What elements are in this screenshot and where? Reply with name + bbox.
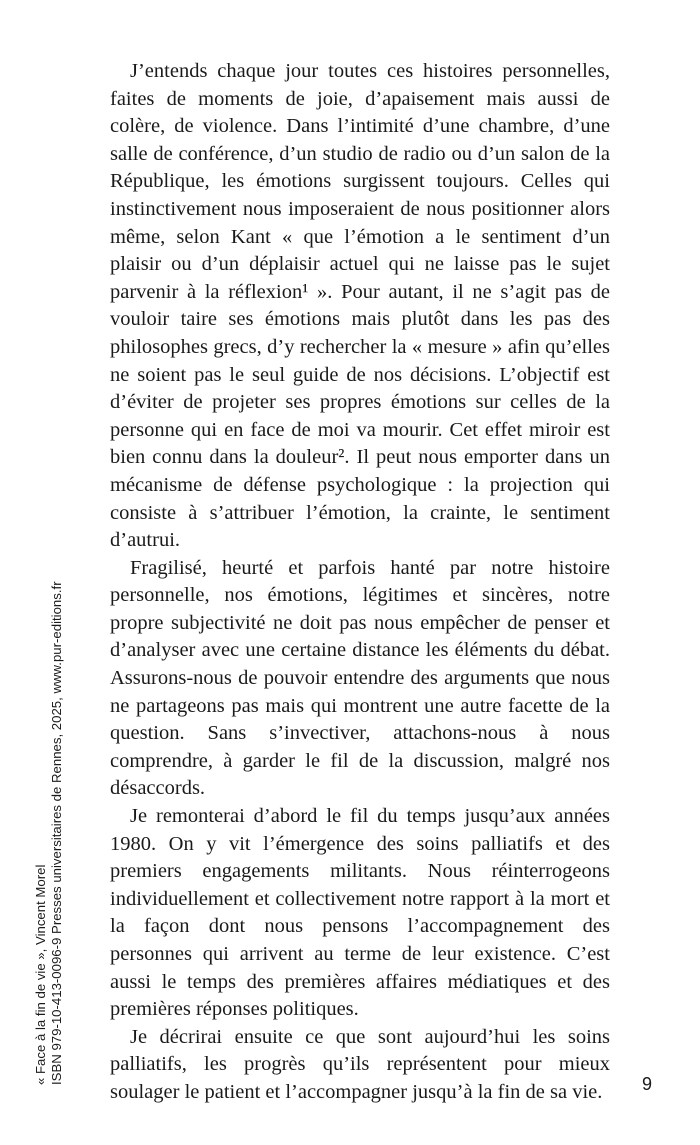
paragraph-4: Je décrirai ensuite ce que sont aujourd’hui les soins palliatifs, les progrès qu’ils représentent pour mieux soulager le patient et l’accompagner jusqu’à la fin de sa vie.	[110, 1025, 610, 1103]
paragraph-1: J’entends chaque jour toutes ces histoires personnelles, faites de moments de joie, d’apaisement mais aussi de colère, de violence. Dans l’intimité d’une chambre, d’une salle de conférence, d’un studio de radio ou d’un salon de la République, les émotions surgissent toujours. Celles qui instinctivement nous imposeraient de nous positionner alors même, selon Kant « que l’émotion a le sentiment d’un plaisir ou d’un déplaisir actuel qui ne laisse pas le sujet parvenir à la réflexion¹ ». Pour autant, il ne s’agit pas de vouloir taire ses émotions mais plutôt dans les pas des philosophes grecs, d’y rechercher la « mesure » afin qu’elles ne soient pas le seul guide de nos décisions. L’objectif est d’éviter de projeter ses propres émotions sur celles de la personne qui en face de moi va mourir. Cet effet miroir est bien connu dans la douleur². Il peut nous emporter dans un mécanisme de défense psychologique : la projection qui consiste à s’attribuer l’émotion, la crainte, le sentiment d’autrui.	[110, 60, 610, 552]
page-number: 9	[641, 1074, 652, 1094]
paragraph-3: Je remonterai d’abord le fil du temps jusqu’aux années 1980. On y vit l’émergence des soins palliatifs et des premiers engagements militants. Nous réinterrogeons individuellement et collectivement notre rapport à la mort et la façon dont nous pensons l’accompagnement des personnes qui arrivent au terme de leur existence. C’est aussi le temps des premières affaires médiatiques et des premières réponses politiques.	[110, 805, 610, 1021]
isbn-publisher-line: ISBN 979-10-413-0096-9 Presses universitaires de Rennes, 2025, www.pur-editions.fr	[49, 581, 64, 1085]
paragraph-2: Fragilisé, heurté et parfois hanté par notre histoire personnelle, nos émotions, légitimes et sincères, notre propre subjectivité ne doit pas nous empêcher de penser et d’analyser avec une certaine distance les éléments du débat. Assurons-nous de pouvoir entendre des arguments que nous ne partageons pas mais qui montrent une autre facette de la question. Sans s’invectiver, attachons-nous à nous comprendre, à garder le fil de la discussion, malgré nos désaccords.	[110, 556, 610, 800]
copyright-margin-note	[33, 85, 65, 1085]
book-title-author: « Face à la fin de vie », Vincent Morel	[33, 864, 48, 1085]
body-text	[110, 58, 610, 1107]
